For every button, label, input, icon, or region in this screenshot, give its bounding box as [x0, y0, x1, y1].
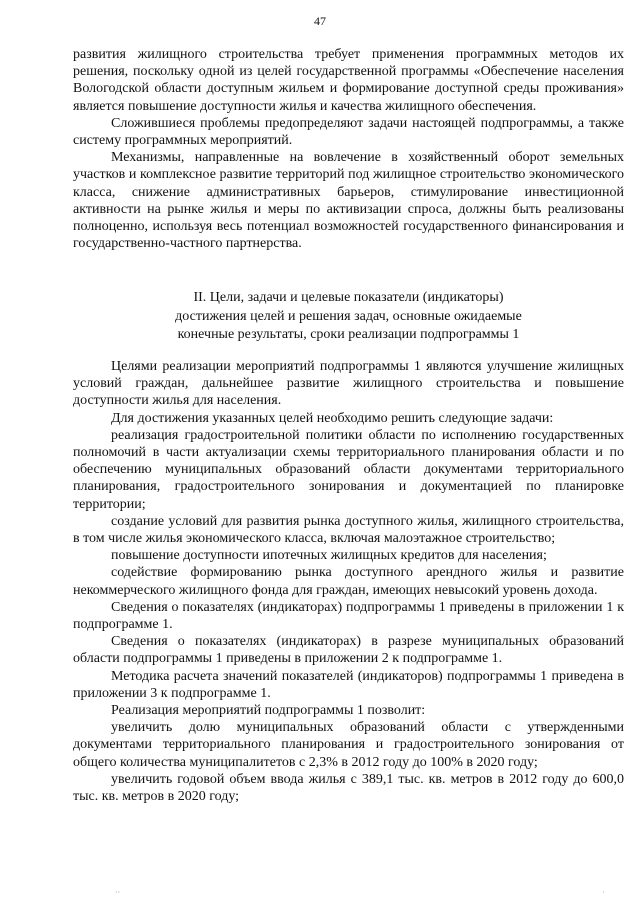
list-item: увеличить годовой объем ввода жилья с 389,1 тыс. кв. метров в 2012 году до 600,0 тыс. кв. метров в 2020 году;: [73, 771, 624, 805]
paragraph: Целями реализации мероприятий подпрограммы 1 являются улучшение жилищных условий граждан, дальнейшее развитие жилищного строительства и повышение доступности жилья для населения.: [73, 359, 624, 409]
heading-line: II. Цели, задачи и целевые показатели (индикаторы): [193, 290, 504, 305]
paragraph: Сведения о показателях (индикаторах) подпрограммы 1 приведены в приложении 1 к подпрограмме 1.: [73, 599, 624, 633]
heading-line: достижения целей и решения задач, основные ожидаемые: [175, 308, 522, 324]
goals-section: [73, 358, 624, 805]
list-item: создание условий для развития рынка доступного жилья, жилищного строительства, в том числе жилья экономического класса, включая малоэтажное строительство;: [73, 513, 624, 547]
paragraph: Методика расчета значений показателей (индикаторов) подпрограммы 1 приведена в приложении 3 к подпрограмме 1.: [73, 668, 624, 701]
paragraph: Сведения о показателях (индикаторах) в разрезе муниципальных образований области подпрограммы 1 приведены в приложении 2 к подпрограмме 1.: [73, 634, 624, 667]
section-heading: [73, 289, 624, 345]
heading-line: конечные результаты, сроки реализации подпрограммы 1: [177, 327, 520, 342]
scan-mark: ·: [602, 888, 605, 897]
scan-mark: ··: [115, 888, 121, 897]
paragraph: Реализация мероприятий подпрограммы 1 позволит:: [111, 703, 426, 719]
list-item: повышение доступности ипотечных жилищных кредитов для населения;: [111, 548, 547, 564]
list-item: реализация градостроительной политики области по исполнению государственных полномочий в части актуализации схемы территориального планирования области и по обеспечению муниципальных образований области документами территориального планирования, градостроительного зонирования и документацией по планировке территории;: [73, 427, 624, 512]
paragraph: Для достижения указанных целей необходимо решить следующие задачи:: [111, 410, 554, 426]
paragraph: Сложившиеся проблемы предопределяют задачи настоящей подпрограммы, а также систему программных мероприятий.: [73, 115, 624, 149]
intro-section: [73, 46, 624, 252]
list-item: увеличить долю муниципальных образований области с утвержденными документами территориального планирования и градостроительного зонирования от общего количества муниципалитетов с 2,3% в 2012 году до 100% в 2020 году;: [73, 720, 624, 770]
paragraph: Механизмы, направленные на вовлечение в хозяйственный оборот земельных участков и комплексное развитие территорий под жилищное строительство экономического класса, снижение административных барьеров, стимулирование инвестиционной активности на рынке жилья и меры по активизации спроса, должны быть реализованы полноценно, используя весь потенциал возможностей государственного финансирования и государственно-частного партнерства.: [73, 150, 624, 252]
page-number: 47: [314, 14, 326, 28]
list-item: содействие формированию рынка доступного арендного жилья и развитие некоммерческого жилищного фонда для граждан, имеющих невысокий уровень дохода.: [73, 565, 624, 598]
paragraph: развития жилищного строительства требует применения программных методов их решения, поскольку одной из целей государственной программы «Обеспечение населения Вологодской области доступным жильем и формирование доступной среды проживания» является повышение доступности жилья и качества жилищного обеспечения.: [73, 47, 624, 114]
